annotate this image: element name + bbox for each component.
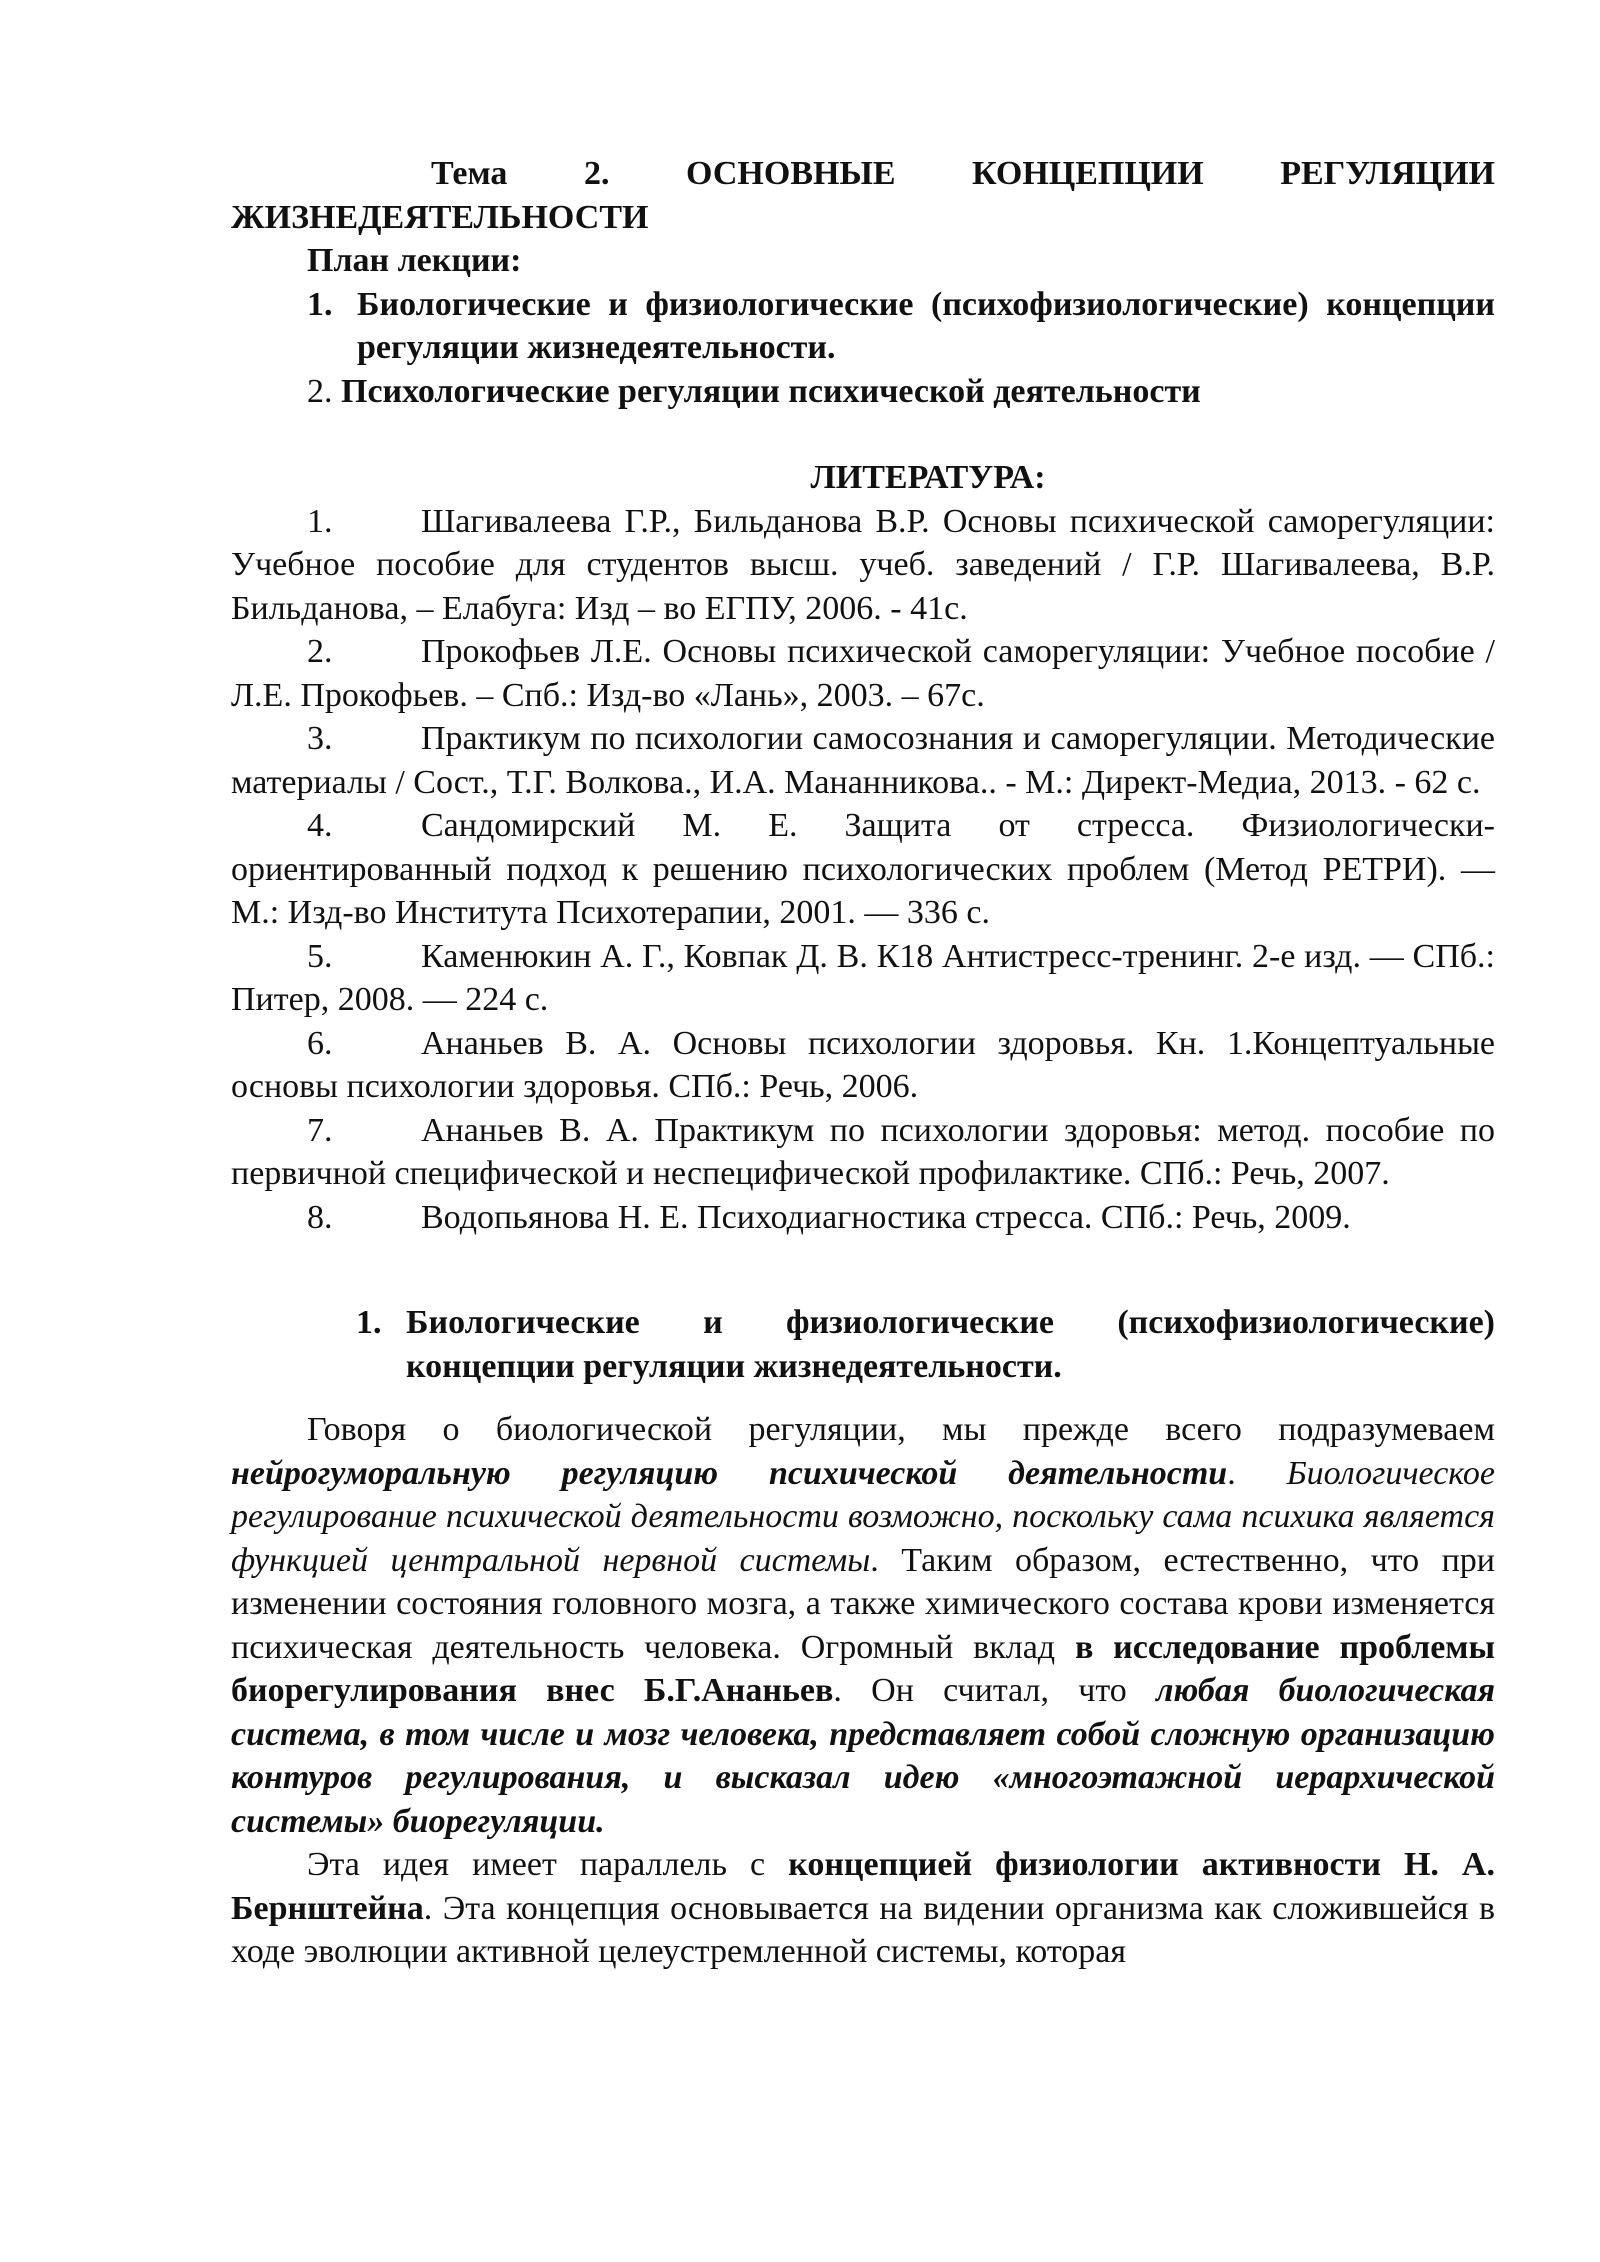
literature-item-number: 8. [307, 1198, 333, 1236]
section-heading [231, 1301, 1495, 1388]
section-title: Биологические и физиологические (психофизиологические) концепции регуляции жизнедеятельности. [406, 1304, 1495, 1385]
literature-item-number: 4. [307, 807, 333, 844]
body-emphasis: любая биологическая система, в том числе и мозг человека, представляет собой сложную организацию контуров регулирования, и высказал идею «многоэтажной иерархической системы» биорегуляции. [231, 1672, 1496, 1840]
body-bold: в исследование проблемы биорегулирования внес Б.Г.Ананьев [231, 1628, 1496, 1709]
body-text: . Эта концепция основывается на видении организма как сложившейся в ходе эволюции активной целеустремленной системы, которая [231, 1889, 1495, 1970]
body-text: . Таким образом, естественно, что при изменении состояния головного мозга, а также химического состава крови изменяется психическая деятельность человека. Огромный вклад [231, 1541, 1495, 1666]
plan-heading: План лекции: [307, 242, 522, 279]
body-text: Говоря о биологической регуляции, мы прежде всего подразумеваем [307, 1411, 1495, 1448]
section-number: 1. [356, 1304, 382, 1341]
literature-item-text: Каменюкин А. Г., Ковпак Д. В. К18 Антистресс-тренинг. 2-е изд. — СПб.: Питер, 2008. — 224 с. [231, 937, 1495, 1018]
literature-item-text: Сандомирский М. Е. Защита от стресса. Физиологически-ориентированный подход к решению психологических проблем (Метод РЕТРИ). — М.: Изд-во Института Психотерапии, 2001. — 336 с. [231, 807, 1495, 931]
literature-item-text: Практикум по психологии самосознания и саморегуляции. Методические материалы / Сост., Т.Г. Волкова., И.А. Мананникова.. - М.: Директ-Медиа, 2013. - 62 с. [231, 720, 1495, 801]
literature-item-text: Водопьянова Н. Е. Психодиагностика стресса. СПб.: Речь, 2009. [421, 1198, 1351, 1236]
plan-item [231, 283, 1495, 370]
body-text: . [1227, 1454, 1287, 1492]
literature-item [231, 804, 1495, 935]
body-text: . Он считал, что [833, 1672, 1157, 1709]
body-italic: Биологическое регулирование психической деятельности возможно, поскольку сама психика является функцией центральной нервной системы [231, 1454, 1495, 1579]
literature-item [231, 630, 1495, 717]
body-emphasis: нейрогуморальную регуляцию психической деятельности [231, 1454, 1228, 1492]
body-bold: концепцией физиологии активности Н. А. Бернштейна [231, 1846, 1495, 1927]
body-paragraph [231, 1408, 1495, 1843]
literature-item [231, 717, 1495, 804]
body-paragraph [231, 1843, 1495, 1974]
literature-item [231, 1109, 1495, 1196]
plan-item-number: 2. [307, 372, 333, 410]
plan-item-number: 1. [307, 285, 333, 323]
literature-item-text: Шагивалеева Г.Р., Бильданова В.Р. Основы психической саморегуляции: Учебное пособие для студентов высш. учеб. заведений / Г.Р. Шагивалеева, В.Р. Бильданова, – Елабуга: Изд – во ЕГПУ, 2006. - 41с. [231, 502, 1495, 627]
literature-item-number: 2. [307, 633, 333, 670]
literature-item-text: Прокофьев Л.Е. Основы психической саморегуляции: Учебное пособие /Л.Е. Прокофьев. – Спб.: Изд-во «Лань», 2003. – 67с. [231, 633, 1495, 714]
literature-item-number: 7. [307, 1111, 333, 1149]
literature-heading: ЛИТЕРАТУРА: [810, 459, 1046, 496]
literature-item-number: 6. [307, 1024, 333, 1062]
literature-item [231, 935, 1495, 1022]
plan-item [231, 370, 1495, 414]
plan-item-text: Психологические регуляции психической деятельности [341, 372, 1201, 410]
literature-item [231, 1022, 1495, 1109]
literature-item-text: Ананьев В. А. Основы психологии здоровья. Кн. 1.Концептуальные основы психологии здоровья. СПб.: Речь, 2006. [231, 1024, 1495, 1105]
literature-item-number: 3. [307, 720, 333, 757]
literature-item-text: Ананьев В. А. Практикум по психологии здоровья: метод. пособие по первичной специфической и неспецифической профилактике. СПб.: Речь, 2007. [231, 1111, 1495, 1192]
literature-item-number: 1. [307, 502, 333, 540]
body-text: Эта идея имеет параллель с [307, 1846, 789, 1883]
literature-item [231, 500, 1495, 631]
literature-item-number: 5. [307, 937, 333, 975]
plan-item-text: Биологические и физиологические (психофизиологические) концепции регуляции жизнедеятельности. [357, 285, 1495, 366]
document-page [231, 152, 1495, 1974]
literature-item [231, 1196, 1495, 1240]
document-title: Тема 2. ОСНОВНЫЕ КОНЦЕПЦИИ РЕГУЛЯЦИИ ЖИЗНЕДЕЯТЕЛЬНОСТИ [231, 155, 1495, 236]
